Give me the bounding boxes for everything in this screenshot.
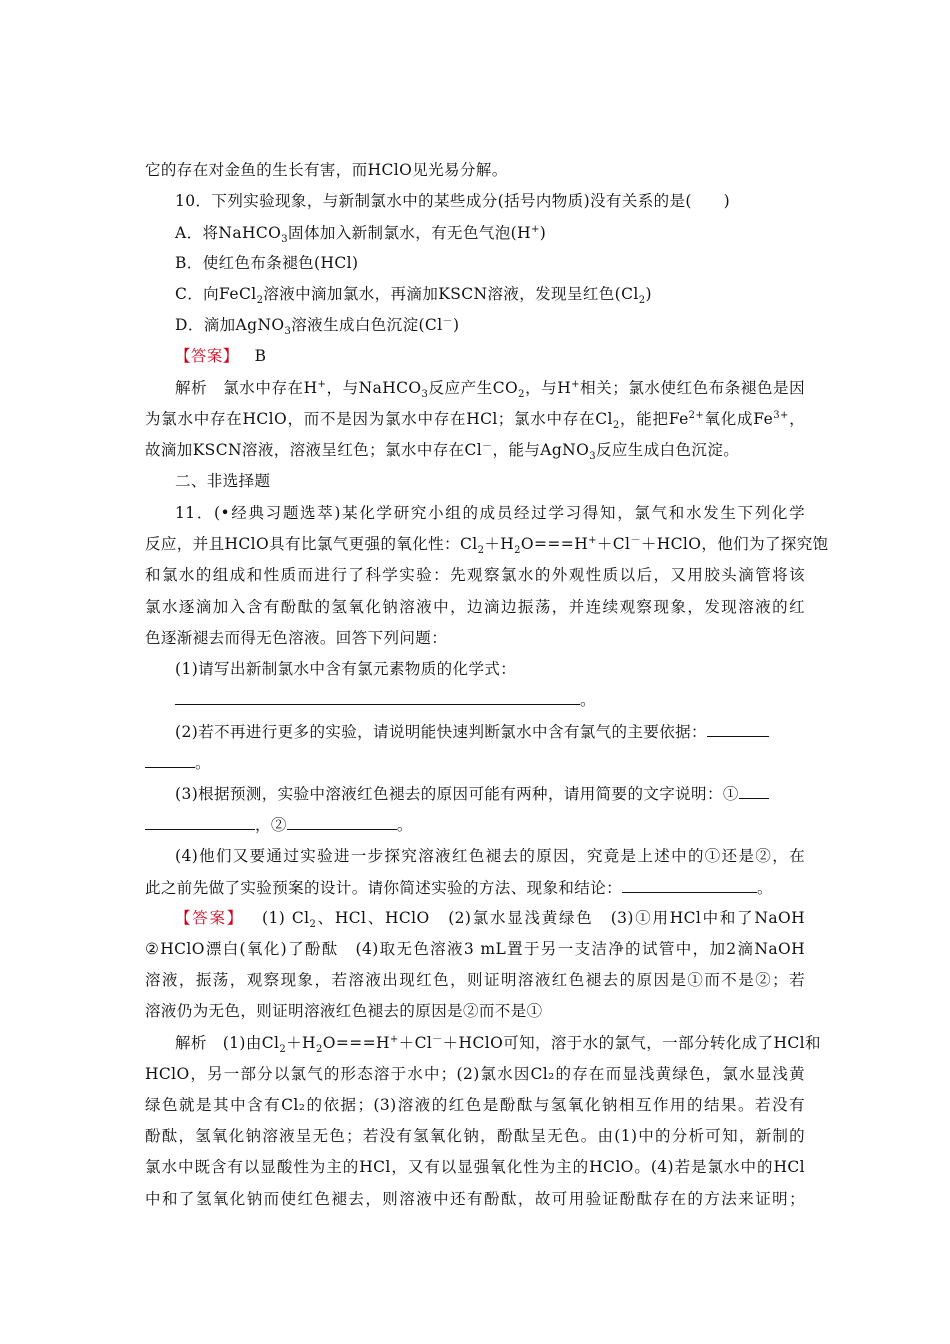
- sub: 3: [589, 451, 596, 463]
- text: (2)若不再进行更多的实验，请说明能快速判断氯水中含有氯气的主要依据：: [175, 723, 707, 741]
- text: 、HCl、HClO (2)氯水显浅黄绿色 (3)①用HCl中和了NaOH: [316, 909, 805, 927]
- text: ): [452, 316, 460, 334]
- text: 反应产生CO: [428, 379, 519, 397]
- text: ＋HClO可知，溶于水的氯气，一部分转化成了HCl和: [442, 1034, 821, 1052]
- question-11-line4: 氯水逐滴加入含有酚酞的氢氧化钠溶液中，边滴边振荡，并连续观察现象，发现溶液的红: [145, 598, 805, 616]
- text: 溶液生成白色沉淀(Cl: [291, 316, 443, 334]
- answer-blank: [145, 751, 195, 768]
- text: ): [645, 285, 652, 303]
- sub: 2: [612, 420, 620, 432]
- text: ，能与AgNO: [492, 441, 590, 459]
- text: (1) Cl: [262, 909, 310, 927]
- text: 。: [757, 879, 773, 897]
- answer-10: [175, 345, 266, 367]
- question-11-line1: 11．(•经典习题选萃)某化学研究小组的成员经过学习得知，氯气和水发生下列化学: [175, 504, 805, 522]
- sub: 2: [638, 295, 646, 307]
- text: 氧化成Fe: [704, 410, 774, 428]
- text: O===H: [322, 1034, 390, 1052]
- text: O===H: [520, 535, 589, 553]
- text: 固体加入新制氯水，有无色气泡(H: [288, 224, 532, 242]
- option-b: B．使红色布条褪色(HCl): [175, 254, 359, 272]
- answer-label: 【答案】: [175, 909, 245, 927]
- part-3-answer-line: [145, 813, 413, 836]
- answer-label: 【答案】: [175, 347, 239, 365]
- text: ＋Cl: [596, 535, 631, 553]
- analysis-10-line1: [175, 377, 805, 399]
- sub: 2: [477, 545, 485, 557]
- sub: 3: [281, 234, 289, 246]
- question-11-line5: 色逐渐褪去而得无色溶液。回答下列问题：: [145, 629, 448, 647]
- sup: +: [588, 534, 597, 546]
- text: ，与H: [524, 379, 572, 397]
- sub: 2: [315, 1044, 323, 1056]
- answer-blank: [622, 876, 757, 893]
- part-4-prompt-line2: [145, 876, 773, 899]
- sup: +: [571, 378, 580, 390]
- analysis-11-line2: HClO，另一部分以氯气的形态溶于水中；(2)氯水因Cl₂的存在而显浅黄绿色，氯水显浅黄: [145, 1065, 805, 1083]
- text: 解析 氯水中存在H: [175, 379, 318, 397]
- answer-11-line3: 溶液，振荡，观察现象，若溶液出现红色，则证明溶液红色褪去的原因是①而不是②；若: [145, 971, 805, 989]
- answer-value: B: [254, 347, 267, 365]
- text: 。: [195, 754, 211, 772]
- analysis-11-line5: 氯水中既含有以显酸性为主的HCl，又有以显强氧化性为主的HClO。(4)若是氯水中的HCl: [145, 1158, 805, 1176]
- option-a: [175, 222, 546, 244]
- option-d: [175, 314, 459, 336]
- part-2-answer-line: [145, 751, 211, 774]
- analysis-11-line3: 绿色就是其中含有Cl₂的依据；(3)溶液的红色是酚酞与氢氧化钠相互作用的结果。若没有: [145, 1096, 805, 1114]
- answer-blank: [175, 688, 580, 705]
- text: (3)根据预测，实验中溶液红色褪去的原因可能有两种，请用简要的文字说明：①: [175, 785, 739, 803]
- text: ＋Cl: [398, 1034, 433, 1052]
- sub: 2: [518, 389, 525, 401]
- text: ＋H: [484, 535, 515, 553]
- sup: +: [389, 1033, 399, 1045]
- text: ＋HClO，他们为了探究饱: [640, 535, 829, 553]
- continuation-text: 它的存在对金鱼的生长有害，而HClO见光易分解。: [145, 161, 508, 179]
- text: ): [539, 224, 547, 242]
- text: D．滴加AgNO: [175, 316, 285, 334]
- text: 。: [580, 691, 596, 709]
- text: ，与NaHCO: [326, 379, 422, 397]
- text: 相关；氯水使红色布条褪色是因: [579, 379, 805, 397]
- text: 溶液中滴加氯水，再滴加KSCN溶液，发现呈红色(Cl: [263, 285, 639, 303]
- sup: －: [432, 1033, 443, 1045]
- text: ，能把Fe: [619, 410, 689, 428]
- question-11-line2: [145, 533, 829, 557]
- sup: 3+: [773, 409, 789, 421]
- sub: 3: [284, 326, 292, 338]
- sub: 2: [309, 919, 317, 931]
- analysis-11-line1: [175, 1032, 821, 1056]
- text: 。: [396, 816, 413, 834]
- answer-blank: [739, 782, 769, 799]
- sub: 3: [421, 389, 429, 401]
- text: A．将NaHCO: [175, 224, 282, 242]
- analysis-10-line2: 为氯水中存在HClO，而不是因为氯水中存在HCl；氯水中存在$Cl_2$，能把$Fe^{2+}$氧化成$Fe^{3+}$，: [145, 409, 805, 432]
- question-10-stem: 10．下列实验现象，与新制氯水中的某些成分(括号内物质)没有关系的是( ): [175, 192, 731, 210]
- text: 为氯水中存在HClO，而不是因为氯水中存在HCl；氯水中存在Cl: [145, 410, 613, 428]
- sub: 2: [514, 545, 521, 557]
- answer-blank: [707, 720, 769, 737]
- sup: +: [317, 378, 327, 390]
- section-heading: 二、非选择题: [175, 472, 271, 490]
- part-4-prompt: (4)他们又要通过实验进一步探究溶液红色褪去的原因，究竟是上述中的①还是②，在: [175, 847, 805, 865]
- analysis-11-line6: 中和了氢氧化钠而使红色褪去，则溶液中还有酚酞，故可用验证酚酞存在的方法来证明；: [145, 1190, 805, 1208]
- text: 反应，并且HClO具有比氯气更强的氧化性：Cl: [145, 535, 478, 553]
- text: ，②: [255, 816, 287, 834]
- part-3-prompt: [175, 782, 769, 805]
- analysis-10-line3: [145, 439, 739, 461]
- text: 故滴加KSCN溶液，溶液呈红色；氯水中存在Cl: [145, 441, 483, 459]
- option-c: [175, 283, 652, 305]
- text: ＋H: [286, 1034, 316, 1052]
- part-1-prompt: (1)请写出新制氯水中含有氯元素物质的化学式：: [175, 660, 517, 678]
- analysis-11-line4: 酚酞，氢氧化钠溶液呈无色；若没有氢氧化钠，酚酞呈无色。由(1)中的分析可知，新制的: [145, 1127, 805, 1145]
- sup: +: [531, 223, 540, 235]
- answer-blank: [145, 813, 255, 830]
- part-2-prompt: [175, 720, 769, 743]
- sub: 2: [279, 1044, 287, 1056]
- text: 解析 (1)由Cl: [175, 1034, 280, 1052]
- text: 反应生成白色沉淀。: [596, 441, 740, 459]
- sub: 2: [256, 295, 264, 307]
- sup: 2+: [688, 409, 705, 421]
- sup: －: [630, 534, 641, 546]
- question-11-line3: 和氯水的组成和性质而进行了科学实验：先观察氯水的外观性质以后，又用胶头滴管将该: [145, 566, 805, 584]
- answer-blank: [287, 813, 397, 830]
- answer-11-line4: 溶液仍为无色，则证明溶液红色褪去的原因是②而不是①: [145, 1002, 543, 1020]
- answer-11-line2: ②HClO漂白(氧化)了酚酞 (4)取无色溶液3 mL置于另一支洁净的试管中，加2滴NaOH: [145, 940, 805, 958]
- text: 此之前先做了实验预案的设计。请你简述实验的方法、现象和结论：: [145, 879, 623, 897]
- sup: －: [482, 440, 493, 452]
- sup: －: [442, 315, 453, 327]
- text: C．向FeCl: [175, 285, 257, 303]
- part-1-answer-line: [175, 688, 596, 711]
- answer-11-line1: [175, 907, 805, 929]
